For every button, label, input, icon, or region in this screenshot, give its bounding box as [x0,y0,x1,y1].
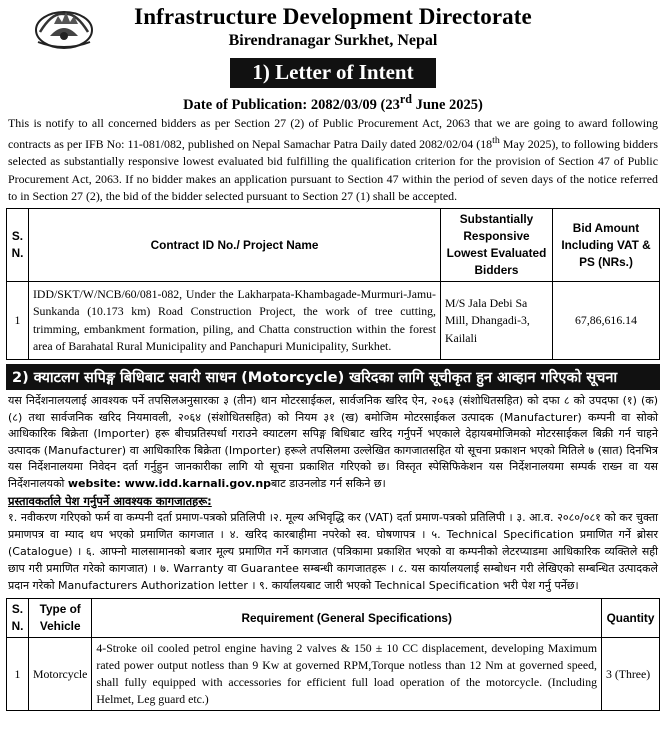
directorate-title: Infrastructure Development Directorate [134,4,532,29]
website-link[interactable]: www.idd.karnali.gov.np [124,476,272,490]
vehicle-table-header [7,599,660,638]
col-requirement: Requirement (General Specifications) [92,599,602,638]
table-row [7,282,660,360]
contract-table-header [7,209,660,282]
vehicle-table [6,598,660,711]
col-amount: Bid Amount Including VAT & PS (NRs.) [553,209,660,282]
loi-paragraph: This is notify to all concerned bidders as per Section 27 (2) of Public Procurement Act, 2063 that we are going to award following contracts as per IFB No: 11-081/082, published on Nepal Samachar Patra Daily dated 2082/02/04 (18th May 2025), to following bidders selected as substantially responsive lowest evaluated bid fulfilling the qualification criterion for the provision of Section 47 of Public Procurement Act, 2063. If no bidder makes an application pursuant to Section 47 within the period of seven days of the notice referred to in Section 27 (2), the bid of the bidder selected pursuant to Section 27 (1) shall be accepted. [8,115,658,203]
row-requirement: 4-Stroke oil cooled petrol engine having 2 valves & 150 ± 10 CC displacement, developing Maximum rated power output notless than 9 Kw at governed RPM,Torque notless than 12 Nm at governed speed, shall fully equipped with accessories for efficient full load operation of the motorcycle. (Including Helmet, Leg guard etc.) [92,638,602,711]
row-quantity: 3 (Three) [602,638,660,711]
row-type: Motorcycle [29,638,92,711]
contract-table [6,208,660,360]
row-sn: 1 [7,638,29,711]
row-bidder: M/S Jala Debi Sa Mill, Dhangadi-3, Kailali [441,282,553,360]
required-documents-list: १. नवीकरण गरिएको फर्म वा कम्पनी दर्ता प्रमाण-पत्रको प्रतिलिपी ।२. मूल्य अभिवृद्धि कर (VAT) दर्ता प्रमाण-पत्रको प्रतिलिपी । ३. आ.व. २०८०/०८१ को कर चुक्ता प्रमाणपत्र वा म्याद थप भएको प्रमाणित कागजात । ४. खरिद कारबाहीमा नपरेको स्व. घोषणापत्र । ५. Technical Specification प्रमाणित गर्ने ब्रोसर (Catalogue) । ६. आफ्नो मालसामानको बजार मूल्य प्रमाणित गर्ने कागजात (पत्रिकामा प्रकाशित भएको वा कम्पनीको लेटरप्याडमा आधिकारिक व्यक्तिले सही छाप गरी प्रमाणित गरेको कागजात) । ७. Warranty वा Guarantee सम्बन्धी कागजातहरू । ८. यस कार्यालयलाई सम्बोधन गरी लेखिएको सम्बन्धित उत्पादकले प्रदान गरेको Manufacturers Authorization letter । ९. कार्यालयबाट जारी भएको Technical Specification भरी पेश गर्नु पर्नेछ। [8,511,658,593]
row-amount: 67,86,616.14 [553,282,660,360]
directorate-address: Birendranagar Surkhet, Nepal [228,32,438,49]
col-type: Type of Vehicle [29,599,92,638]
row-sn: 1 [7,282,29,360]
publication-date: Date of Publication: 2082/03/09 (23rd June 2025) [183,92,483,113]
row-project: IDD/SKT/W/NCB/60/081-082, Under the Lakharpata-Khambagade-Murmuri-Jamu-Sunkanda (10.173 km) Road Construction Project, the work of tree cutting, trimming, embankment formation, piling, and Chatta construction within the forest area of Barahatal Rural Municipality and Panchapuri Municipality, Surkhet. [29,282,441,360]
col-sn: S. N. [7,599,29,638]
page-header [6,0,660,52]
table-row [7,638,660,711]
catalog-paragraph: यस निर्देशनालयलाई आवश्यक पर्ने तपसिलअनुसारका ३ (तीन) थान मोटरसाईकल, सार्वजनिक खरिद ऐन, २०६३ (संशोधितसहित) को दफा ८ को उपदफा (१) (क) (८) तथा सार्वजनिक खरिद नियमावली, २०६४ (संशोधितसहित) को नियम ३१ (ख) बमोजिम मोटरसाईकल उत्पादक (Manufacturer) कम्पनी वा सोको आधिकारिक बिक्रेता (Importer) हरू बीचप्रतिस्पर्धा गराउने क्याटलग सपिङ्ग बिधिबाट खरिद गर्नुपर्ने भएकाले देहायबमोजिमको मोटरसाईकल बिक्री गर्न चाहने उत्पादक (Manufacturer) वा आधिकारिक बिक्रेता (Importer) हरूले तपसिलमा उल्लेखित कागजातसहित यो सूचना प्रकाशन भएको मितिले ७ (सात) दिनभित्र यस निर्देशनालयमा निवेदन दर्ता गर्नुहुन जानकारीका लागि यो सूचना प्रकाशित गरिएको छ। विस्तृत स्पेसिफिकेशन यस निर्देशनालयमा सम्पर्क राख्न वा यस निर्देशनालयको website: www.idd.karnali.gov.npबाट डाउनलोड गर्न सकिने छ। [8,394,658,490]
col-project: Contract ID No./ Project Name [29,209,441,282]
col-sn: S. N. [7,209,29,282]
col-quantity: Quantity [602,599,660,638]
col-bidder: Substantially Responsive Lowest Evaluated Bidders [441,209,553,282]
catalog-shopping-banner: 2) क्याटलग सपिङ्ग बिधिबाट सवारी साधन (Motorcycle) खरिदका लागि सूचीकृत हुन आव्हान गरिएको सूचना [6,364,660,390]
required-documents-heading: प्रस्तावकर्ताले पेश गर्नुपर्ने आवश्यक कागजातहरू: [8,494,212,509]
letter-of-intent-banner: 1) Letter of Intent [230,58,436,88]
